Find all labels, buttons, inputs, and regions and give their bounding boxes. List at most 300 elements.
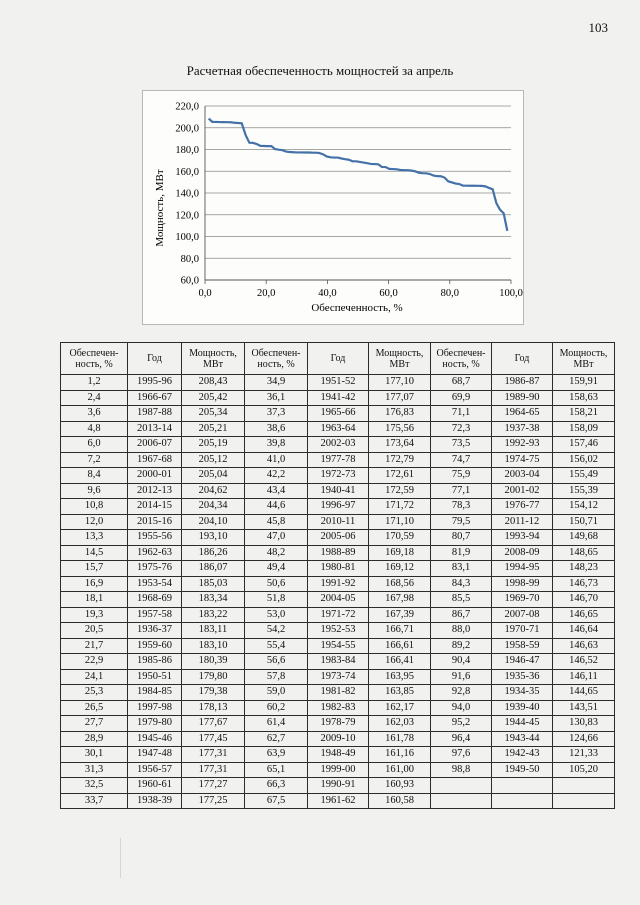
table-cell: 7,2 bbox=[61, 452, 128, 468]
table-cell: 1946-47 bbox=[492, 654, 553, 670]
table-cell: 205,12 bbox=[182, 452, 245, 468]
table-cell: 169,18 bbox=[369, 545, 431, 561]
table-cell: 22,9 bbox=[61, 654, 128, 670]
table-cell: 170,59 bbox=[369, 530, 431, 546]
table-cell: 1955-56 bbox=[128, 530, 182, 546]
table-cell: 1950-51 bbox=[128, 669, 182, 685]
table-cell: 1958-59 bbox=[492, 638, 553, 654]
table-cell: 1990-91 bbox=[308, 778, 369, 794]
table-cell: 1954-55 bbox=[308, 638, 369, 654]
table-cell: 1980-81 bbox=[308, 561, 369, 577]
table-cell: 12,0 bbox=[61, 514, 128, 530]
table-cell: 1963-64 bbox=[308, 421, 369, 437]
table-cell: 2013-14 bbox=[128, 421, 182, 437]
table-cell: 148,23 bbox=[553, 561, 615, 577]
table-cell: 1966-67 bbox=[128, 390, 182, 406]
table-cell: 105,20 bbox=[553, 762, 615, 778]
table-cell: 31,3 bbox=[61, 762, 128, 778]
table-cell: 66,3 bbox=[245, 778, 308, 794]
table-cell: 91,6 bbox=[431, 669, 492, 685]
table-cell: 148,65 bbox=[553, 545, 615, 561]
table-cell: 45,8 bbox=[245, 514, 308, 530]
table-cell: 169,12 bbox=[369, 561, 431, 577]
table-cell: 92,8 bbox=[431, 685, 492, 701]
column-header: Год bbox=[128, 343, 182, 375]
table-cell: 20,5 bbox=[61, 623, 128, 639]
table-cell: 72,3 bbox=[431, 421, 492, 437]
table-cell: 121,33 bbox=[553, 747, 615, 763]
table-cell: 1938-39 bbox=[128, 793, 182, 809]
table-cell: 1962-63 bbox=[128, 545, 182, 561]
table-cell: 146,64 bbox=[553, 623, 615, 639]
table-cell: 1947-48 bbox=[128, 747, 182, 763]
table-cell: 168,56 bbox=[369, 576, 431, 592]
table-row bbox=[61, 499, 615, 515]
table-cell: 177,45 bbox=[182, 731, 245, 747]
table-cell: 1970-71 bbox=[492, 623, 553, 639]
table-cell: 1935-36 bbox=[492, 669, 553, 685]
table-cell: 2000-01 bbox=[128, 468, 182, 484]
table-cell: 39,8 bbox=[245, 437, 308, 453]
table-cell: 1984-85 bbox=[128, 685, 182, 701]
table-cell: 73,5 bbox=[431, 437, 492, 453]
table-cell: 1956-57 bbox=[128, 762, 182, 778]
table-row bbox=[61, 654, 615, 670]
table-cell: 28,9 bbox=[61, 731, 128, 747]
table-cell: 69,9 bbox=[431, 390, 492, 406]
table-cell: 47,0 bbox=[245, 530, 308, 546]
table-cell: 77,1 bbox=[431, 483, 492, 499]
table-cell: 1953-54 bbox=[128, 576, 182, 592]
table-cell: 1968-69 bbox=[128, 592, 182, 608]
table-cell: 89,2 bbox=[431, 638, 492, 654]
table-cell: 1999-00 bbox=[308, 762, 369, 778]
table-cell: 146,11 bbox=[553, 669, 615, 685]
table-row bbox=[61, 623, 615, 639]
x-tick-label: 40,0 bbox=[318, 288, 337, 299]
y-tick-label: 180,0 bbox=[175, 145, 199, 156]
x-tick-label: 80,0 bbox=[440, 288, 459, 299]
table-cell: 56,6 bbox=[245, 654, 308, 670]
table-cell: 90,4 bbox=[431, 654, 492, 670]
table-cell: 183,10 bbox=[182, 638, 245, 654]
table-cell: 13,3 bbox=[61, 530, 128, 546]
table-cell bbox=[492, 778, 553, 794]
table-cell: 1989-90 bbox=[492, 390, 553, 406]
table-cell: 63,9 bbox=[245, 747, 308, 763]
table-cell: 4,8 bbox=[61, 421, 128, 437]
column-header: Год bbox=[308, 343, 369, 375]
table-row bbox=[61, 375, 615, 391]
column-header: Мощность, МВт bbox=[369, 343, 431, 375]
table-row bbox=[61, 700, 615, 716]
table-cell: 62,7 bbox=[245, 731, 308, 747]
table-cell: 205,42 bbox=[182, 390, 245, 406]
table-cell: 146,65 bbox=[553, 607, 615, 623]
table-cell: 193,10 bbox=[182, 530, 245, 546]
table-cell: 158,63 bbox=[553, 390, 615, 406]
table-cell: 156,02 bbox=[553, 452, 615, 468]
table-cell: 83,1 bbox=[431, 561, 492, 577]
table-cell: 1978-79 bbox=[308, 716, 369, 732]
chart-title: Расчетная обеспеченность мощностей за апрель bbox=[186, 63, 454, 78]
table-cell: 1991-92 bbox=[308, 576, 369, 592]
table-cell: 162,03 bbox=[369, 716, 431, 732]
table-row bbox=[61, 406, 615, 422]
table-cell: 30,1 bbox=[61, 747, 128, 763]
table-cell: 80,7 bbox=[431, 530, 492, 546]
table-cell: 1965-66 bbox=[308, 406, 369, 422]
table-cell: 158,09 bbox=[553, 421, 615, 437]
table-cell: 175,56 bbox=[369, 421, 431, 437]
table-cell: 44,6 bbox=[245, 499, 308, 515]
table-cell: 173,64 bbox=[369, 437, 431, 453]
x-tick-label: 20,0 bbox=[257, 288, 276, 299]
table-cell: 75,9 bbox=[431, 468, 492, 484]
table-cell: 1983-84 bbox=[308, 654, 369, 670]
table-cell: 1939-40 bbox=[492, 700, 553, 716]
y-tick-label: 100,0 bbox=[175, 232, 199, 243]
table-cell: 1997-98 bbox=[128, 700, 182, 716]
y-axis-label: Мощность, МВт bbox=[154, 169, 166, 247]
table-cell: 1949-50 bbox=[492, 762, 553, 778]
table-cell: 1995-96 bbox=[128, 375, 182, 391]
table-cell: 86,7 bbox=[431, 607, 492, 623]
table-cell: 32,5 bbox=[61, 778, 128, 794]
table-cell: 205,04 bbox=[182, 468, 245, 484]
y-tick-label: 200,0 bbox=[175, 123, 199, 135]
y-tick-label: 120,0 bbox=[175, 210, 199, 222]
table-row bbox=[61, 468, 615, 484]
table-cell: 159,91 bbox=[553, 375, 615, 391]
table-cell: 146,63 bbox=[553, 638, 615, 654]
table-row bbox=[61, 716, 615, 732]
column-header: Мощность, МВт bbox=[182, 343, 245, 375]
table-cell: 171,72 bbox=[369, 499, 431, 515]
table-cell: 1957-58 bbox=[128, 607, 182, 623]
table-cell: 1940-41 bbox=[308, 483, 369, 499]
y-tick-label: 60,0 bbox=[180, 275, 199, 287]
table-cell: 177,31 bbox=[182, 762, 245, 778]
table-cell: 38,6 bbox=[245, 421, 308, 437]
table-cell: 67,5 bbox=[245, 793, 308, 809]
table-cell: 34,9 bbox=[245, 375, 308, 391]
table-cell: 208,43 bbox=[182, 375, 245, 391]
table-cell: 1985-86 bbox=[128, 654, 182, 670]
table-cell: 161,78 bbox=[369, 731, 431, 747]
table-cell: 43,4 bbox=[245, 483, 308, 499]
table-cell: 1988-89 bbox=[308, 545, 369, 561]
table-cell: 88,0 bbox=[431, 623, 492, 639]
table-cell: 48,2 bbox=[245, 545, 308, 561]
table-cell: 204,34 bbox=[182, 499, 245, 515]
table-cell: 163,95 bbox=[369, 669, 431, 685]
table-cell: 55,4 bbox=[245, 638, 308, 654]
table-cell: 146,52 bbox=[553, 654, 615, 670]
table-row bbox=[61, 390, 615, 406]
table-cell: 130,83 bbox=[553, 716, 615, 732]
table-cell: 97,6 bbox=[431, 747, 492, 763]
table-cell: 179,80 bbox=[182, 669, 245, 685]
table-cell: 2008-09 bbox=[492, 545, 553, 561]
table-row bbox=[61, 607, 615, 623]
table-cell: 24,1 bbox=[61, 669, 128, 685]
table-cell: 160,58 bbox=[369, 793, 431, 809]
table-cell: 15,7 bbox=[61, 561, 128, 577]
table-cell: 1977-78 bbox=[308, 452, 369, 468]
table-cell: 177,31 bbox=[182, 747, 245, 763]
table-cell: 2003-04 bbox=[492, 468, 553, 484]
table-row bbox=[61, 437, 615, 453]
table-cell: 1961-62 bbox=[308, 793, 369, 809]
table-cell: 205,19 bbox=[182, 437, 245, 453]
x-axis-label: Обеспеченность, % bbox=[311, 302, 403, 314]
table-cell: 60,2 bbox=[245, 700, 308, 716]
power-data-table bbox=[60, 342, 615, 809]
table-cell: 18,1 bbox=[61, 592, 128, 608]
table-cell: 183,11 bbox=[182, 623, 245, 639]
table-row bbox=[61, 530, 615, 546]
table-cell bbox=[553, 793, 615, 809]
table-cell: 154,12 bbox=[553, 499, 615, 515]
table-cell: 53,0 bbox=[245, 607, 308, 623]
table-cell: 1943-44 bbox=[492, 731, 553, 747]
table-cell bbox=[431, 793, 492, 809]
table-cell bbox=[553, 778, 615, 794]
table-cell: 1941-42 bbox=[308, 390, 369, 406]
table-cell: 179,38 bbox=[182, 685, 245, 701]
table-row bbox=[61, 731, 615, 747]
table-cell: 143,51 bbox=[553, 700, 615, 716]
table-cell: 155,39 bbox=[553, 483, 615, 499]
table-cell: 2010-11 bbox=[308, 514, 369, 530]
table-row bbox=[61, 561, 615, 577]
power-duration-chart bbox=[143, 91, 523, 324]
x-tick-labels bbox=[198, 288, 522, 299]
table-cell: 2004-05 bbox=[308, 592, 369, 608]
table-cell: 50,6 bbox=[245, 576, 308, 592]
column-header: Год bbox=[492, 343, 553, 375]
table-cell: 186,26 bbox=[182, 545, 245, 561]
table-cell: 1981-82 bbox=[308, 685, 369, 701]
y-tick-labels bbox=[175, 102, 199, 287]
table-cell: 1998-99 bbox=[492, 576, 553, 592]
table-cell: 2012-13 bbox=[128, 483, 182, 499]
table-cell: 177,10 bbox=[369, 375, 431, 391]
table-cell: 78,3 bbox=[431, 499, 492, 515]
table-cell: 2009-10 bbox=[308, 731, 369, 747]
table-cell: 27,7 bbox=[61, 716, 128, 732]
table-cell: 81,9 bbox=[431, 545, 492, 561]
table-cell: 144,65 bbox=[553, 685, 615, 701]
table-cell: 84,3 bbox=[431, 576, 492, 592]
table-cell: 166,61 bbox=[369, 638, 431, 654]
table-row bbox=[61, 483, 615, 499]
table-cell: 1960-61 bbox=[128, 778, 182, 794]
x-tick-label: 0,0 bbox=[198, 288, 212, 299]
table-cell: 205,21 bbox=[182, 421, 245, 437]
x-tick-label: 60,0 bbox=[379, 288, 398, 299]
table-cell: 9,6 bbox=[61, 483, 128, 499]
table-cell: 180,39 bbox=[182, 654, 245, 670]
table-cell: 178,13 bbox=[182, 700, 245, 716]
table-cell bbox=[431, 778, 492, 794]
table-cell: 1967-68 bbox=[128, 452, 182, 468]
table-cell: 79,5 bbox=[431, 514, 492, 530]
table-cell: 54,2 bbox=[245, 623, 308, 639]
table-cell: 51,8 bbox=[245, 592, 308, 608]
table-cell: 1944-45 bbox=[492, 716, 553, 732]
table-cell: 19,3 bbox=[61, 607, 128, 623]
table-cell: 1959-60 bbox=[128, 638, 182, 654]
table-cell: 155,49 bbox=[553, 468, 615, 484]
table-cell: 1972-73 bbox=[308, 468, 369, 484]
table-cell: 2002-03 bbox=[308, 437, 369, 453]
table-cell: 2001-02 bbox=[492, 483, 553, 499]
table-cell: 95,2 bbox=[431, 716, 492, 732]
table-cell: 183,22 bbox=[182, 607, 245, 623]
table-cell: 1996-97 bbox=[308, 499, 369, 515]
table-cell: 150,71 bbox=[553, 514, 615, 530]
table-row bbox=[61, 576, 615, 592]
table-row bbox=[61, 545, 615, 561]
axes bbox=[205, 106, 511, 284]
table-row bbox=[61, 421, 615, 437]
table-cell: 8,4 bbox=[61, 468, 128, 484]
table-cell: 1948-49 bbox=[308, 747, 369, 763]
table-cell: 177,25 bbox=[182, 793, 245, 809]
table-row bbox=[61, 452, 615, 468]
table-cell: 1951-52 bbox=[308, 375, 369, 391]
table-cell: 1974-75 bbox=[492, 452, 553, 468]
table-cell: 1994-95 bbox=[492, 561, 553, 577]
table-cell: 204,62 bbox=[182, 483, 245, 499]
table-cell: 1937-38 bbox=[492, 421, 553, 437]
table-cell: 71,1 bbox=[431, 406, 492, 422]
y-tick-label: 220,0 bbox=[175, 101, 199, 113]
table-cell: 1936-37 bbox=[128, 623, 182, 639]
table-row bbox=[61, 793, 615, 809]
table-cell: 157,46 bbox=[553, 437, 615, 453]
table-cell: 57,8 bbox=[245, 669, 308, 685]
table-cell: 146,70 bbox=[553, 592, 615, 608]
table-cell: 26,5 bbox=[61, 700, 128, 716]
table-cell: 1964-65 bbox=[492, 406, 553, 422]
table-header-row bbox=[61, 343, 615, 375]
table-cell: 1992-93 bbox=[492, 437, 553, 453]
table-cell: 183,34 bbox=[182, 592, 245, 608]
table-cell: 177,67 bbox=[182, 716, 245, 732]
y-tick-label: 140,0 bbox=[175, 188, 199, 200]
table-row bbox=[61, 592, 615, 608]
table-cell: 1976-77 bbox=[492, 499, 553, 515]
table-cell: 61,4 bbox=[245, 716, 308, 732]
table-cell: 16,9 bbox=[61, 576, 128, 592]
table-cell: 21,7 bbox=[61, 638, 128, 654]
table-cell: 96,4 bbox=[431, 731, 492, 747]
table-row bbox=[61, 514, 615, 530]
column-header: Обеспечен-ность, % bbox=[431, 343, 492, 375]
table-cell: 161,16 bbox=[369, 747, 431, 763]
table-cell: 1945-46 bbox=[128, 731, 182, 747]
table-cell: 176,83 bbox=[369, 406, 431, 422]
table-cell: 204,10 bbox=[182, 514, 245, 530]
chart-frame bbox=[142, 90, 524, 325]
table-cell: 2006-07 bbox=[128, 437, 182, 453]
table-cell: 2015-16 bbox=[128, 514, 182, 530]
page-number: 103 bbox=[588, 20, 608, 35]
table-row bbox=[61, 685, 615, 701]
column-header: Обеспечен-ность, % bbox=[61, 343, 128, 375]
table-cell: 1,2 bbox=[61, 375, 128, 391]
table-cell bbox=[492, 793, 553, 809]
table-cell: 85,5 bbox=[431, 592, 492, 608]
table-cell: 36,1 bbox=[245, 390, 308, 406]
table-cell: 1934-35 bbox=[492, 685, 553, 701]
table-cell: 172,79 bbox=[369, 452, 431, 468]
table-cell: 94,0 bbox=[431, 700, 492, 716]
table-cell: 1973-74 bbox=[308, 669, 369, 685]
gridlines bbox=[205, 106, 511, 280]
table-cell: 124,66 bbox=[553, 731, 615, 747]
table-row bbox=[61, 747, 615, 763]
table-cell: 1979-80 bbox=[128, 716, 182, 732]
table-cell: 163,85 bbox=[369, 685, 431, 701]
y-tick-label: 160,0 bbox=[175, 166, 199, 178]
table-cell: 68,7 bbox=[431, 375, 492, 391]
table-cell: 146,73 bbox=[553, 576, 615, 592]
table-row bbox=[61, 778, 615, 794]
table-cell: 171,10 bbox=[369, 514, 431, 530]
table-cell: 2011-12 bbox=[492, 514, 553, 530]
table-cell: 41,0 bbox=[245, 452, 308, 468]
table-cell: 1987-88 bbox=[128, 406, 182, 422]
table-cell: 1986-87 bbox=[492, 375, 553, 391]
column-header: Мощность, МВт bbox=[553, 343, 615, 375]
table-cell: 167,98 bbox=[369, 592, 431, 608]
table-cell: 98,8 bbox=[431, 762, 492, 778]
table-cell: 1993-94 bbox=[492, 530, 553, 546]
table-cell: 65,1 bbox=[245, 762, 308, 778]
table-cell: 3,6 bbox=[61, 406, 128, 422]
table-cell: 172,59 bbox=[369, 483, 431, 499]
table-cell: 149,68 bbox=[553, 530, 615, 546]
table-cell: 2005-06 bbox=[308, 530, 369, 546]
table-cell: 33,7 bbox=[61, 793, 128, 809]
table-cell: 167,39 bbox=[369, 607, 431, 623]
table-cell: 10,8 bbox=[61, 499, 128, 515]
table-cell: 42,2 bbox=[245, 468, 308, 484]
table-cell: 205,34 bbox=[182, 406, 245, 422]
table-cell: 162,17 bbox=[369, 700, 431, 716]
y-tick-label: 80,0 bbox=[180, 253, 199, 265]
series-line bbox=[209, 119, 508, 231]
table-cell: 161,00 bbox=[369, 762, 431, 778]
table-cell: 2014-15 bbox=[128, 499, 182, 515]
column-header: Обеспечен-ность, % bbox=[245, 343, 308, 375]
table-cell: 1952-53 bbox=[308, 623, 369, 639]
table-cell: 14,5 bbox=[61, 545, 128, 561]
table-cell: 2007-08 bbox=[492, 607, 553, 623]
table-cell: 2,4 bbox=[61, 390, 128, 406]
table-row bbox=[61, 762, 615, 778]
x-tick-label: 100,0 bbox=[499, 288, 523, 299]
table-cell: 1975-76 bbox=[128, 561, 182, 577]
table-cell: 25,3 bbox=[61, 685, 128, 701]
table-cell: 166,41 bbox=[369, 654, 431, 670]
table-cell: 177,27 bbox=[182, 778, 245, 794]
table-cell: 185,03 bbox=[182, 576, 245, 592]
